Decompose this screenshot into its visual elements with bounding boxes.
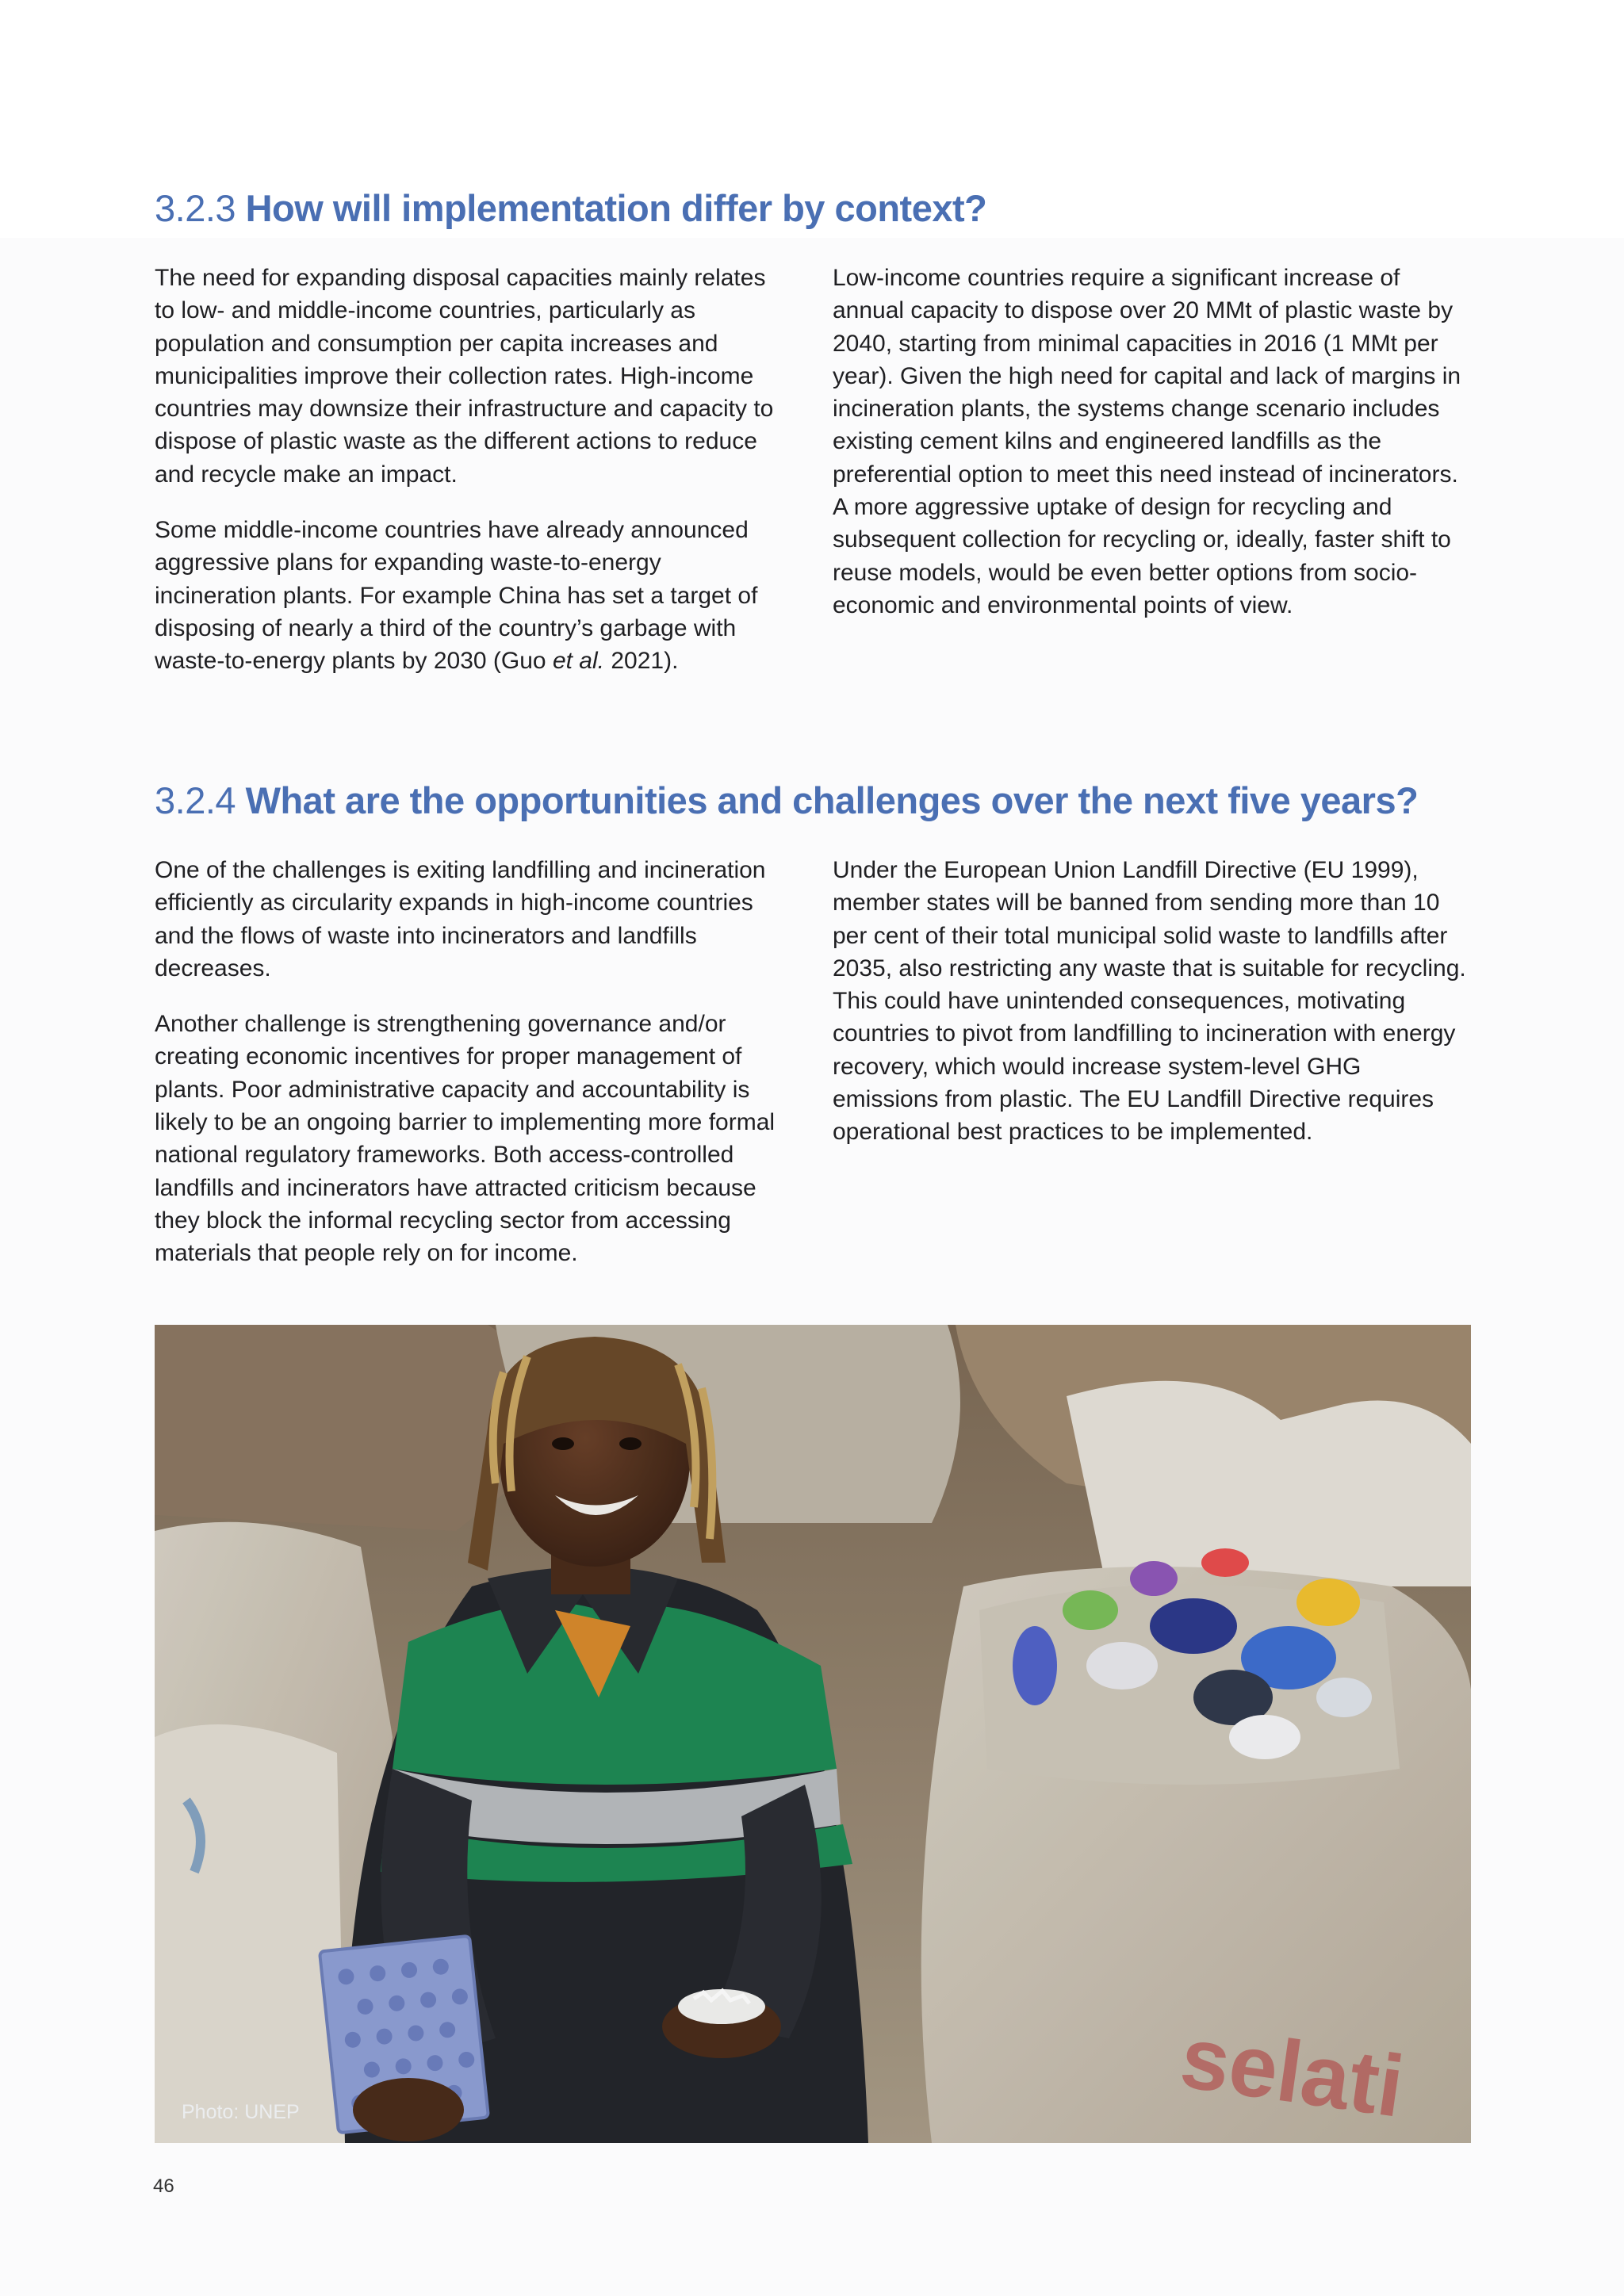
right-column: [833, 262, 1471, 701]
section-number: 3.2.4: [155, 779, 236, 821]
section-heading: [155, 181, 1471, 236]
paragraph: Another challenge is strengthening governance and/or creating economic incentives for proper management of plants. Poor administrative capacity and accountability is likely to be an ongoing barrier to implementing more formal national regulatory frameworks. Both access-controlled landfills and incinerators have attracted criticism because they block the informal recycling sector from accessing materials that people rely on for income.: [155, 1011, 776, 1267]
page-number: 46: [153, 2175, 174, 2197]
two-column-body: [155, 854, 1471, 1293]
left-column: [155, 262, 789, 701]
photo-recycling-worker: [155, 1325, 1471, 2143]
right-column: [833, 854, 1471, 1293]
italic-text: et al.: [552, 648, 604, 675]
two-column-body: [155, 262, 1471, 701]
paragraph: Low-income countries require a significant increase of annual capacity to dispose over 20 MMt of plastic waste by 2040, starting from minimal capacities in 2016 (1 MMt per year). Given the high need for capital and lack of margins in incineration plants, the systems change scenario includes existing cement kilns and engineered landfills as the preferential option to meet this need instead of incinerators. A more aggressive uptake of design for recycling and subsequent collection for recycling or, ideally, faster shift to reuse models, would be even better options from socio-economic and environmental points of view.: [833, 265, 1461, 618]
paragraph: One of the challenges is exiting landfilling and incineration efficiently as circularity expands in high-income countries and the flows of waste into incinerators and landfills decreases.: [155, 857, 766, 982]
photo-credit: Photo: UNEP: [182, 2101, 300, 2123]
section-title: How will implementation differ by context?: [245, 187, 987, 229]
paragraph: Under the European Union Landfill Directive (EU 1999), member states will be banned from sending more than 10 per cent of their total municipal solid waste to landfills after 2035, also restricting any waste that is suitable for recycling. This could have unintended consequences, motivating countries to pivot from landfilling to incineration with energy recovery, which would increase system-level GHG emissions from plastic. The EU Landfill Directive requires operational best practices to be implemented.: [833, 857, 1466, 1146]
paragraph-text: Some middle-income countries have already announced aggressive plans for expanding waste-to-energy incineration plants. For example China has set a target of disposing of nearly a third of the country’s garbage with waste-to-energy plants by 2030 (Guo: [155, 517, 758, 675]
section-3-2-3: [155, 181, 1471, 701]
left-column: [155, 854, 789, 1293]
section-heading: [155, 773, 1471, 828]
paragraph-text: 2021).: [604, 648, 679, 675]
photo-illustration: [155, 1325, 1471, 2143]
paragraph: The need for expanding disposal capacities mainly relates to low- and middle-income countries, particularly as population and consumption per capita increases and municipalities improve their collection rates. High-income countries may downsize their infrastructure and capacity to dispose of plastic waste as the different actions to reduce and recycle make an impact.: [155, 265, 774, 488]
paragraph: [155, 514, 789, 677]
section-title: What are the opportunities and challenges over the next five years?: [245, 779, 1419, 821]
section-3-2-4: [155, 773, 1471, 1293]
bag-print-text: selati: [1174, 2007, 1410, 2136]
section-number: 3.2.3: [155, 187, 236, 229]
